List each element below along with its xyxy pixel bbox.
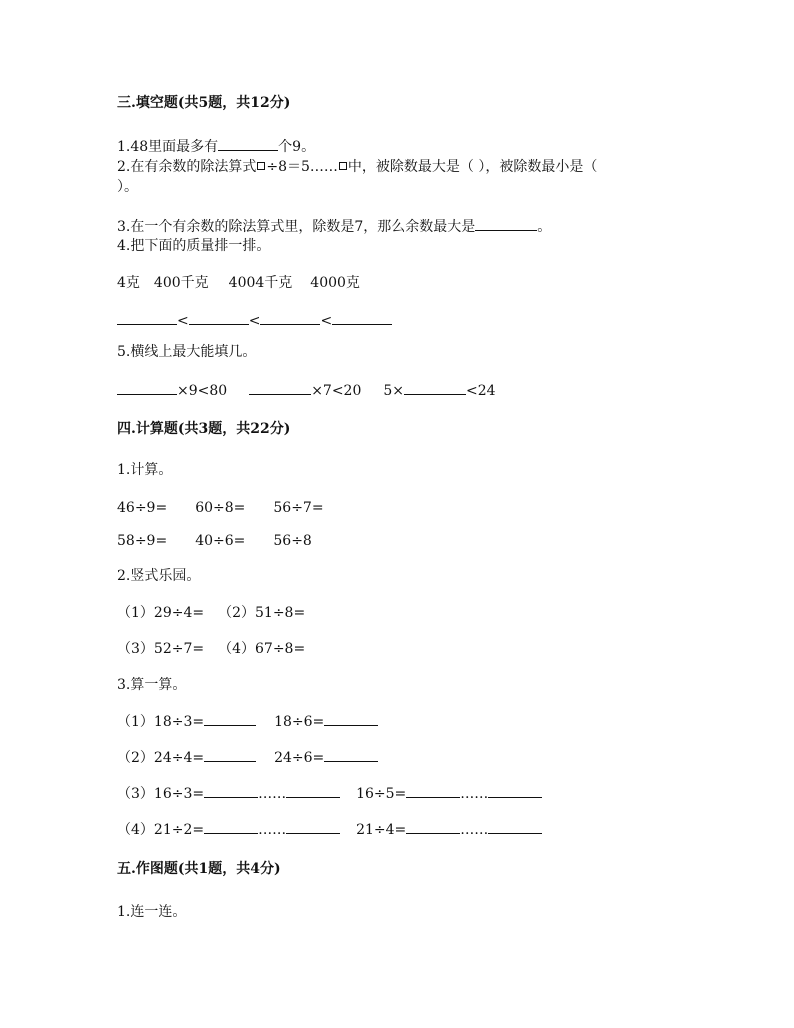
question-3-5: 5.横线上最大能填几。: [117, 344, 257, 360]
ordering-line: [117, 311, 392, 329]
answer-blank[interactable]: [488, 820, 542, 834]
calc-item: 24÷6=: [274, 750, 325, 766]
question-4-3: 3.算一算。: [117, 677, 187, 693]
answer-blank[interactable]: [218, 137, 278, 151]
calc-item: （3）16÷3=: [117, 786, 205, 802]
calc-item: 21÷4=: [356, 822, 407, 838]
calc-row: [117, 533, 312, 549]
square-box-icon: [257, 162, 265, 170]
question-3-2-line2: ）。: [117, 179, 138, 195]
q-text: 个9。: [278, 139, 316, 155]
q-text: 。: [537, 219, 552, 235]
answer-blank[interactable]: [332, 311, 392, 325]
ellipsis: ……: [258, 786, 287, 802]
mass-items: [117, 275, 360, 291]
q-text: 1.48里面最多有: [117, 139, 219, 155]
q-text: 2.在有余数的除法算式: [117, 159, 257, 175]
calc-item: （3）52÷7=: [117, 641, 205, 657]
q-text: 中，被除数最大是（ ），被除数最小是（: [347, 159, 598, 175]
calc-item: 56÷8: [273, 533, 312, 549]
compute-row: [117, 748, 378, 766]
expr: <24: [466, 383, 496, 399]
compute-row: [117, 820, 542, 838]
answer-blank[interactable]: [406, 784, 460, 798]
calc-item: （4）67÷8=: [218, 641, 306, 657]
answer-blank[interactable]: [475, 217, 537, 231]
answer-blank[interactable]: [117, 311, 177, 325]
answer-blank[interactable]: [204, 784, 258, 798]
vertical-calc-row: [117, 605, 305, 621]
answer-blank[interactable]: [488, 784, 542, 798]
square-box-icon: [339, 162, 347, 170]
q-text: 3.在一个有余数的除法算式里，除数是7，那么余数最大是: [117, 219, 476, 235]
answer-blank[interactable]: [260, 311, 320, 325]
calc-item: 16÷5=: [356, 786, 407, 802]
calc-item: （2）24÷4=: [117, 750, 205, 766]
section-5-title: 五.作图题(共1题，共4分): [117, 861, 281, 877]
answer-blank[interactable]: [286, 784, 340, 798]
question-3-3: [117, 217, 551, 235]
section-3-title: 三.填空题(共5题，共12分): [117, 95, 291, 111]
answer-blank[interactable]: [204, 820, 258, 834]
section-4-title: 四.计算题(共3题，共22分): [117, 421, 291, 437]
less-than: <: [248, 313, 261, 329]
calc-item: 60÷8=: [195, 500, 246, 516]
calc-item: 18÷6=: [274, 714, 325, 730]
answer-blank[interactable]: [204, 712, 256, 726]
calc-row: [117, 500, 324, 516]
answer-blank[interactable]: [324, 748, 378, 762]
calc-item: 56÷7=: [273, 500, 324, 516]
answer-blank[interactable]: [117, 381, 177, 395]
question-3-4: 4.把下面的质量排一排。: [117, 238, 271, 254]
calc-item: 58÷9=: [117, 533, 168, 549]
question-4-1: 1.计算。: [117, 462, 173, 478]
mass-item: 4000克: [310, 275, 360, 291]
mass-item: 400千克: [153, 275, 209, 291]
calc-item: 46÷9=: [117, 500, 168, 516]
ellipsis: ……: [460, 786, 489, 802]
answer-blank[interactable]: [249, 381, 311, 395]
question-4-2: 2.竖式乐园。: [117, 568, 201, 584]
mass-item: 4克: [117, 275, 140, 291]
question-5-1: 1.连一连。: [117, 904, 187, 920]
answer-blank[interactable]: [406, 820, 460, 834]
calc-item: （1）18÷3=: [117, 714, 205, 730]
inequalities: [117, 381, 496, 399]
less-than: <: [177, 313, 189, 329]
expr: 5×: [383, 383, 405, 399]
answer-blank[interactable]: [324, 712, 378, 726]
q-text: ÷8＝5……: [266, 159, 338, 175]
compute-row: [117, 784, 542, 802]
vertical-calc-row: [117, 641, 305, 657]
calc-item: （2）51÷8=: [218, 605, 306, 621]
answer-blank[interactable]: [189, 311, 249, 325]
ellipsis: ……: [258, 822, 287, 838]
question-3-2: [117, 159, 597, 175]
calc-item: 40÷6=: [195, 533, 246, 549]
question-3-1: [117, 137, 315, 155]
calc-item: （4）21÷2=: [117, 822, 205, 838]
expr: ×7<20: [311, 383, 362, 399]
calc-item: （1）29÷4=: [117, 605, 205, 621]
answer-blank[interactable]: [404, 381, 466, 395]
answer-blank[interactable]: [286, 820, 340, 834]
expr: ×9<80: [177, 383, 228, 399]
less-than: <: [320, 313, 333, 329]
compute-row: [117, 712, 378, 730]
mass-item: 4004千克: [228, 275, 293, 291]
answer-blank[interactable]: [204, 748, 256, 762]
ellipsis: ……: [460, 822, 489, 838]
